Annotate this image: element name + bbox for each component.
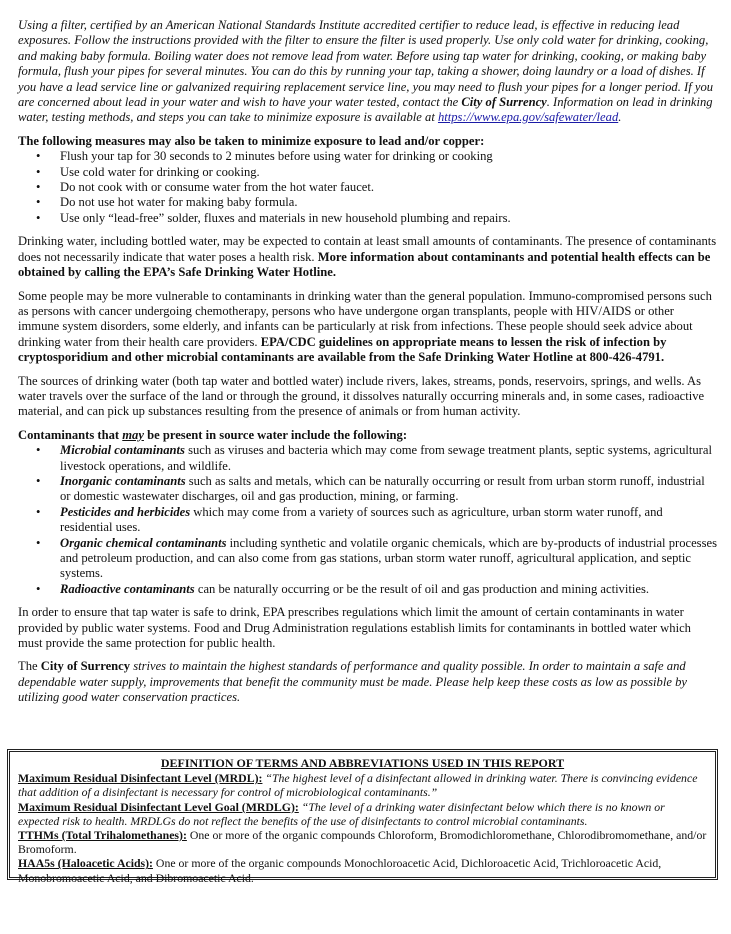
list-item: • Inorganic contaminants such as salts and metals, which can be naturally occurring or result from urban storm runoff, industrial or domestic wastewater discharges, oil and gas production, mining, or farming. [36, 473, 705, 504]
definition-mrdlg: Maximum Residual Disinfectant Level Goal (MRDLG): “The level of a drinking water disinfectant below which there is no known or expected risk to health. MRDLGs do not reflect the benefits of the use of disinfectants to control microbial contaminants. [18, 799, 665, 828]
bullet-icon: • [36, 180, 41, 195]
list-item: • Microbial contaminants such as viruses and bacteria which may come from sewage treatment plants, septic systems, agricultural livestock operations, and wildlife. [36, 443, 712, 473]
bullet-icon: • [36, 443, 41, 458]
bullet-icon: • [36, 195, 41, 210]
list-item: • Pesticides and herbicides which may come from a variety of sources such as agriculture, urban storm water runoff, and residential uses. [36, 504, 663, 535]
list-item: • Do not use hot water for making baby formula. [36, 195, 298, 210]
vulnerable-paragraph: Some people may be more vulnerable to contaminants in drinking water than the general population. Immuno-compromised persons such as persons with cancer undergoing chemotherapy, persons who have undergone organ transplants, people with HIV/AIDS or other immune system disorders, some elderly, and infants can be particularly at risk from infections. These people should seek advice about drinking water from their health care providers. EPA/CDC guidelines on appropriate means to lessen the risk of infection by cryptosporidium and other microbial contaminants are available from the Safe Drinking Water Hotline at 800-426-4791. [18, 288, 712, 365]
bullet-icon: • [36, 210, 41, 225]
bullet-icon: • [36, 504, 41, 519]
sources-paragraph: The sources of drinking water (both tap water and bottled water) include rivers, lakes, streams, ponds, reservoirs, springs, and wells. As water travels over the surface of the land or through the ground, it dissolves naturally occurring minerals and, in some cases, radioactive material, and can pick up substances resulting from the presence of animals or from human activity. [18, 373, 705, 419]
epa-lead-link[interactable]: https://www.epa.gov/safewater/lead [437, 110, 619, 125]
intro-text: Using a filter, certified by an American National Standards Institute accredited certifier to reduce lead, is effective in reducing lead exposures. Follow the instructions provided with the filter to ensure the filter is used properly. Use only cold water for drinking, cooking, and making baby formula. Boiling water does not remove lead from water. Before using tap water for drinking, cooking, or making baby formula, flush your pipes for several minutes. You can do this by running your tap, taking a shower, doing laundry or a load of dishes. If you have a lead service line or galvanized requiring replacement service line, you may need to flush your pipes for a longer period. If you are concerned about lead in your water and wish to have your water tested, contact the [18, 18, 714, 110]
regulation-paragraph: In order to ensure that tap water is safe to drink, EPA prescribes regulations which limit the amount of certain contaminants in water provided by public water systems. Food and Drug Administration regulations establish limits for contaminants in bottled water which must provide the same protection for public health. [18, 605, 691, 651]
list-item: • Use only “lead-free” solder, fluxes and materials in new household plumbing and repairs. [36, 210, 511, 225]
list-item: • Organic chemical contaminants including synthetic and volatile organic chemicals, which are by-products of industrial processes and petroleum production, and can also come from gas stations, urban storm water runoff, agricultural application, and septic systems. [36, 535, 717, 581]
definitions-box [7, 749, 718, 885]
definition-tthm: TTHMs (Total Trihalomethanes): One or more of the organic compounds Chloroform, Bromodichloromethane, Chlorodibromomethane, and/or Bromoform. [18, 828, 707, 857]
contaminants-heading: Contaminants that may be present in source water include the following: [18, 427, 408, 442]
list-item: • Flush your tap for 30 seconds to 2 minutes before using water for drinking or cooking [36, 149, 493, 164]
closing-paragraph: The City of Surrency strives to maintain the highest standards of performance and quality possible. In order to maintain a safe and dependable water supply, improvements that benefit the community must be made. Please help keep these costs as low as possible by utilizing good water conservation practices. [18, 659, 687, 705]
list-item: • Radioactive contaminants can be naturally occurring or be the result of oil and gas production and mining activities. [36, 581, 649, 596]
intro-text-2: . Information on lead in drinking water, testing methods, and steps you can take to minimize exposure is available at [18, 95, 713, 125]
city-name: City of Surrency [461, 95, 547, 110]
lead-filter-paragraph: Using a filter, certified by an American National Standards Institute accredited certifier to reduce lead, is effective in reducing lead exposures. Follow the instructions provided with the filter to ensure the filter is used properly. Use only cold water for drinking, cooking, and making baby formula. Boiling water does not remove lead from water. Before using tap water for drinking, cooking, or making baby formula, flush your pipes for several minutes. You can do this by running your tap, taking a shower, doing laundry or a load of dishes. If you have a lead service line or galvanized requiring replacement service line, you may need to flush your pipes for a longer period. If you are concerned about lead in your water and wish to have your water tested, contact the City of Surrency. Information on lead in drinking water, testing methods, and steps you can take to minimize exposure is available at https://www.epa.gov/safewater/lead. [18, 18, 714, 125]
list-item: • Do not cook with or consume water from the hot water faucet. [36, 180, 375, 195]
list-item: • Use cold water for drinking or cooking. [36, 164, 260, 179]
definition-mrdl: Maximum Residual Disinfectant Level (MRDL): “The highest level of a disinfectant allowed in drinking water. There is convincing evidence that addition of a disinfectant is necessary for control of microbiological contaminants.” [18, 771, 698, 800]
cdc-guidelines-note: EPA/CDC guidelines on appropriate means to lessen the risk of infection by cryptosporidium and other microbial contaminants are available from the Safe Drinking Water Hotline at 800-426-4791. [18, 334, 667, 365]
definition-haa5: HAA5s (Haloacetic Acids): One or more of the organic compounds Monochloroacetic Acid, Dichloroacetic Acid, Trichloroacetic Acid, Monobromoacetic Acid, and Dibromoacetic Acid. [18, 856, 662, 885]
definitions-title: DEFINITION OF TERMS AND ABBREVIATIONS USED IN THIS REPORT [160, 756, 565, 770]
bullet-icon: • [36, 581, 41, 596]
hotline-note: More information about contaminants and potential health effects can be obtained by calling the EPA’s Safe Drinking Water Hotline. [18, 249, 711, 280]
document-page [18, 18, 717, 714]
measures-list [18, 149, 717, 226]
bullet-icon: • [36, 473, 41, 488]
bullet-icon: • [36, 149, 41, 164]
bullet-icon: • [36, 535, 41, 550]
measures-heading: The following measures may also be taken to minimize exposure to lead and/or copper: [18, 133, 485, 148]
bottled-water-paragraph: Drinking water, including bottled water, may be expected to contain at least small amounts of contaminants. The presence of contaminants does not necessarily indicate that water poses a health risk. More information about contaminants and potential health effects can be obtained by calling the EPA’s Safe Drinking Water Hotline. [18, 234, 717, 280]
contaminants-list [18, 443, 717, 597]
bullet-icon: • [36, 164, 41, 179]
